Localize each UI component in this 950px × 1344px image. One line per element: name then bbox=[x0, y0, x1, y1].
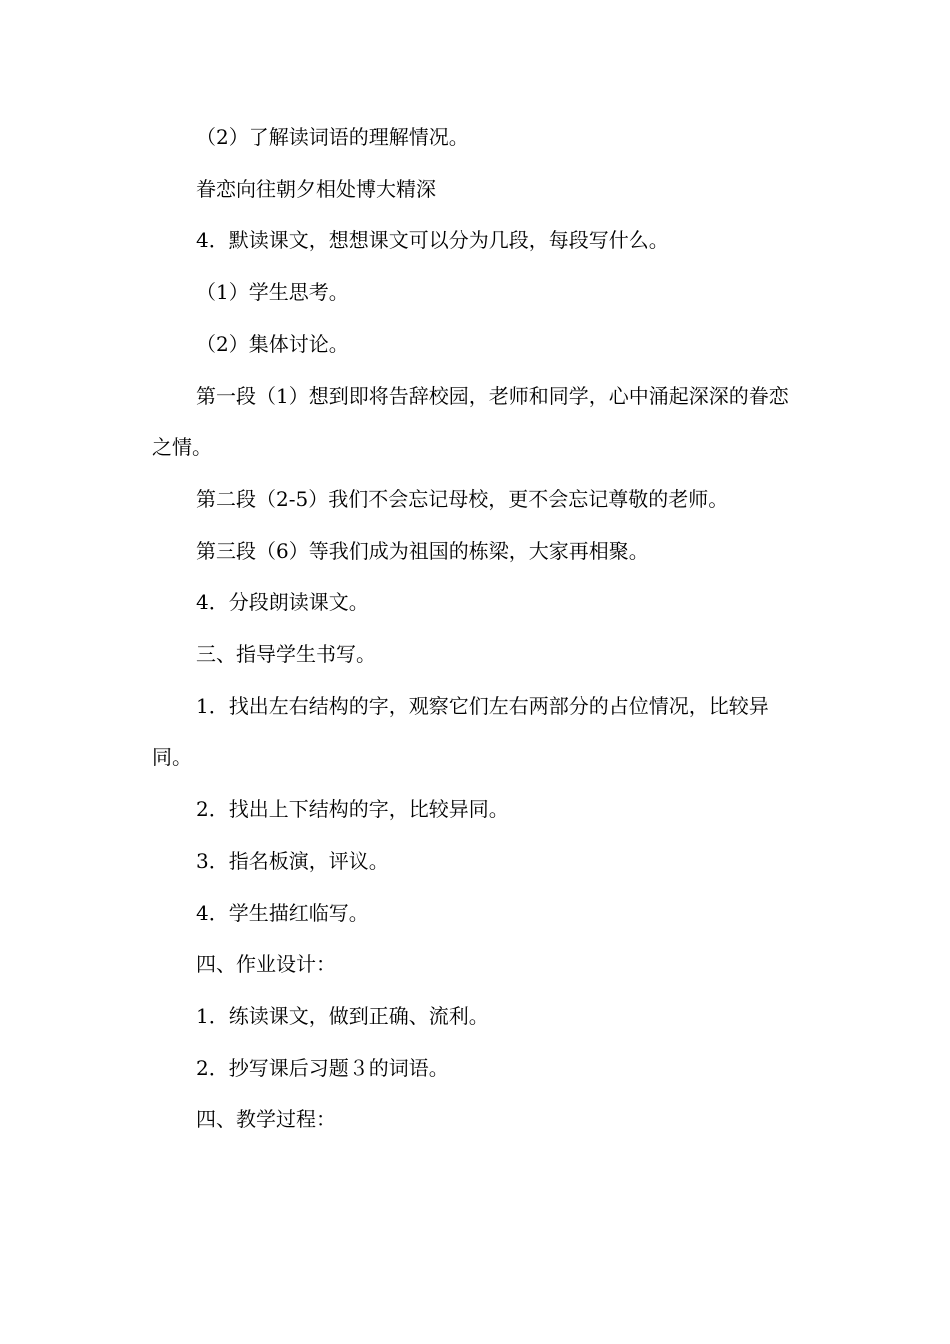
section-heading: 四、作业设计： bbox=[196, 952, 336, 977]
document-body bbox=[152, 112, 792, 1146]
paragraph: 第一段（1）想到即将告辞校园，老师和同学，心中涌起深深的眷恋之情。 bbox=[152, 383, 789, 460]
paragraph: 1．练读课文，做到正确、流利。 bbox=[196, 1003, 489, 1028]
section-heading: 四、教学过程： bbox=[196, 1107, 336, 1132]
section-heading: 三、指导学生书写。 bbox=[196, 642, 376, 667]
paragraph: 第二段（2-5）我们不会忘记母校，更不会忘记尊敬的老师。 bbox=[196, 486, 729, 511]
paragraph: 第三段（6）等我们成为祖国的栋梁，大家再相聚。 bbox=[196, 538, 649, 563]
paragraph: 2．找出上下结构的字，比较异同。 bbox=[196, 797, 509, 822]
paragraph: 3．指名板演，评议。 bbox=[196, 848, 389, 873]
paragraph: （1）学生思考。 bbox=[196, 280, 349, 305]
paragraph: 2．抄写课后习题３的词语。 bbox=[196, 1055, 449, 1080]
paragraph: 4．学生描红临写。 bbox=[196, 900, 369, 925]
paragraph: 1．找出左右结构的字，观察它们左右两部分的占位情况，比较异同。 bbox=[152, 693, 769, 770]
paragraph: （2）集体讨论。 bbox=[196, 331, 349, 356]
paragraph: 4．分段朗读课文。 bbox=[196, 590, 369, 615]
paragraph: （2）了解读词语的理解情况。 bbox=[196, 125, 469, 149]
paragraph: 眷恋向往朝夕相处博大精深 bbox=[196, 176, 436, 201]
paragraph: 4．默读课文，想想课文可以分为几段，每段写什么。 bbox=[196, 228, 669, 253]
